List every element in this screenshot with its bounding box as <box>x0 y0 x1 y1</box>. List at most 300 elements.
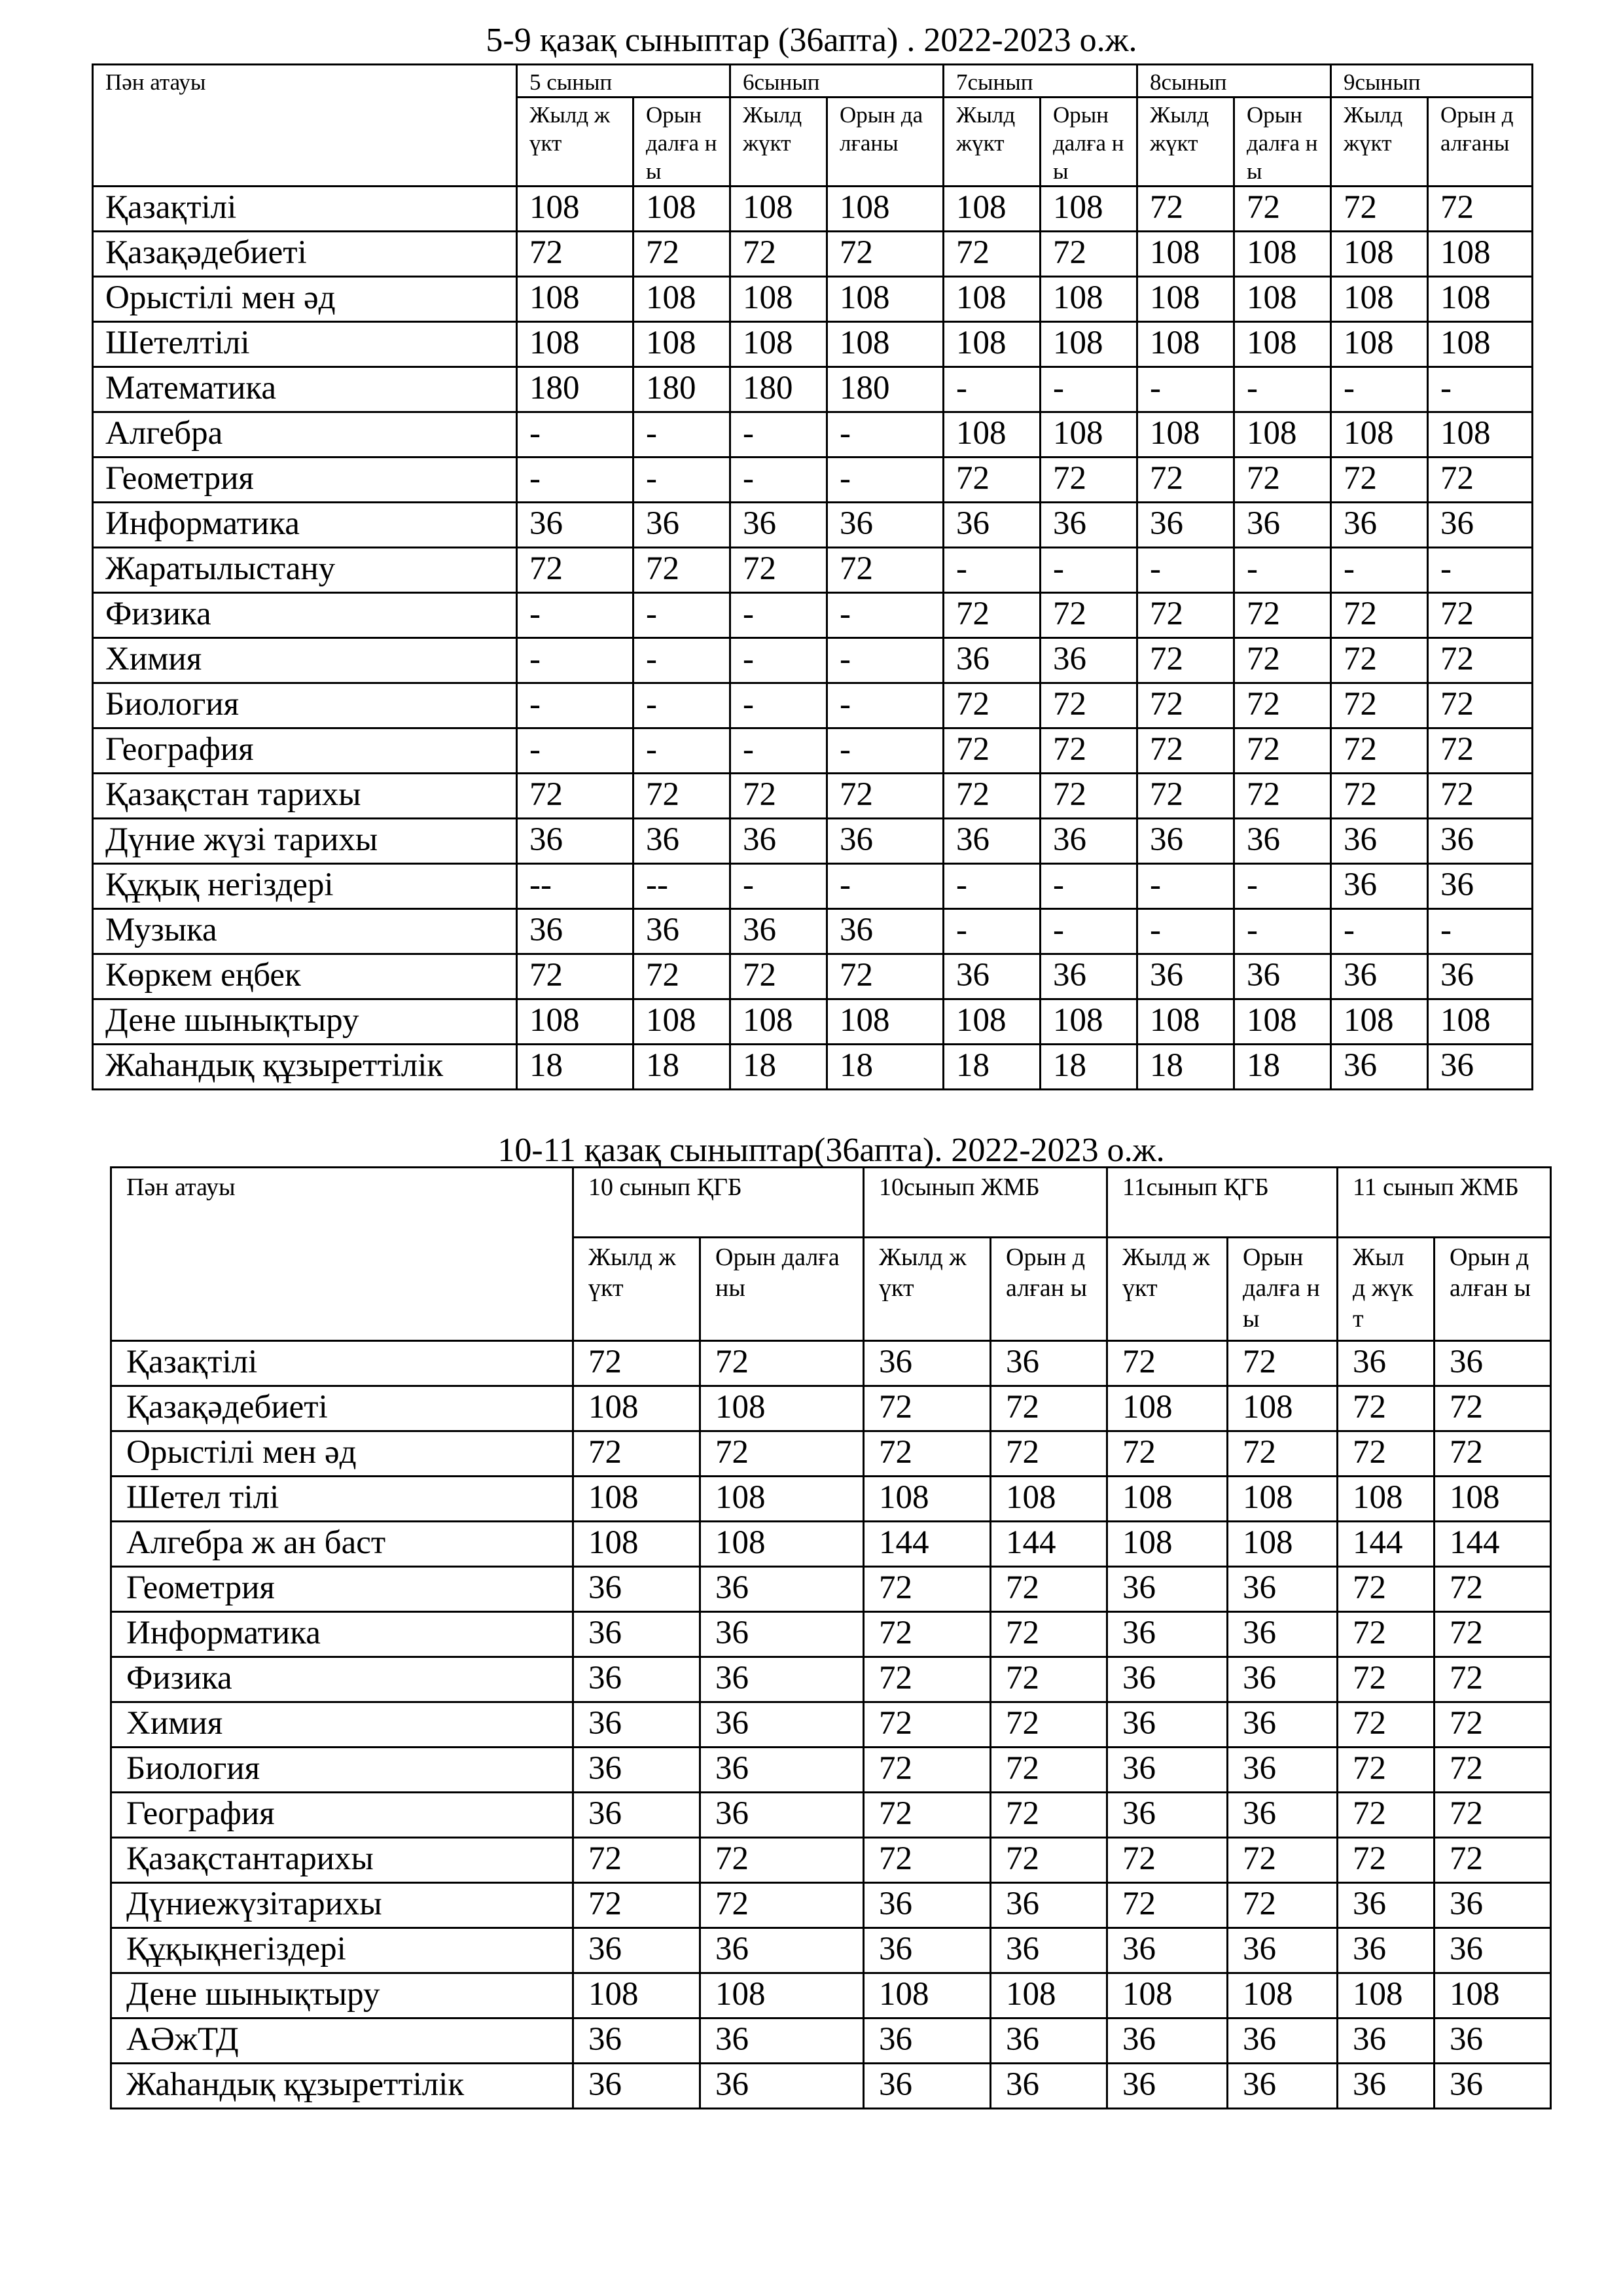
value-cell: 36 <box>1107 1567 1228 1612</box>
table1-group-header: 9сынып <box>1331 65 1533 98</box>
table-row <box>111 1477 1551 1522</box>
value-cell: 72 <box>1338 1386 1435 1431</box>
value-cell: 36 <box>1228 1928 1338 1973</box>
table-row <box>111 1838 1551 1883</box>
value-cell: 108 <box>1228 1973 1338 2018</box>
value-cell: 108 <box>1331 277 1428 322</box>
value-cell: 108 <box>1137 999 1234 1045</box>
value-cell: - <box>633 638 730 683</box>
value-cell: 36 <box>517 909 633 954</box>
subject-cell: Дүние жүзі тарихы <box>93 819 517 864</box>
value-cell: 108 <box>730 277 827 322</box>
value-cell: 108 <box>517 187 633 232</box>
value-cell: 108 <box>730 187 827 232</box>
table2-subheader: Жылд жүкт <box>1107 1238 1228 1341</box>
value-cell: - <box>517 457 633 503</box>
value-cell: 18 <box>517 1045 633 1090</box>
value-cell: 108 <box>1435 1477 1551 1522</box>
value-cell: - <box>730 864 827 909</box>
table-row <box>93 638 1533 683</box>
value-cell: 72 <box>1435 1748 1551 1793</box>
value-cell: 72 <box>1338 1748 1435 1793</box>
value-cell: 144 <box>991 1522 1107 1567</box>
value-cell: 72 <box>517 954 633 999</box>
value-cell: - <box>730 457 827 503</box>
value-cell: 36 <box>1331 954 1428 999</box>
value-cell: 108 <box>1107 1973 1228 2018</box>
value-cell: 72 <box>1428 187 1533 232</box>
value-cell: 108 <box>730 322 827 367</box>
value-cell: 36 <box>1435 2064 1551 2109</box>
value-cell: - <box>944 909 1041 954</box>
value-cell: 36 <box>1228 1612 1338 1657</box>
value-cell: 36 <box>1107 1702 1228 1748</box>
value-cell: - <box>1331 909 1428 954</box>
value-cell: 108 <box>1041 999 1137 1045</box>
table2-group-header: 10сынып ЖМБ <box>864 1168 1107 1238</box>
value-cell: - <box>633 728 730 774</box>
value-cell: 72 <box>730 954 827 999</box>
value-cell: 72 <box>1331 683 1428 728</box>
table-row <box>111 1928 1551 1973</box>
value-cell: 36 <box>573 1612 700 1657</box>
value-cell: 36 <box>827 819 944 864</box>
value-cell: 36 <box>517 819 633 864</box>
value-cell: 72 <box>864 1702 991 1748</box>
value-cell: 36 <box>1107 1612 1228 1657</box>
value-cell: 108 <box>827 999 944 1045</box>
value-cell: 72 <box>864 1793 991 1838</box>
table-row <box>93 1045 1533 1090</box>
subject-cell: Алгебра ж ан баст <box>111 1522 573 1567</box>
value-cell: 72 <box>1428 638 1533 683</box>
subject-cell: Математика <box>93 367 517 412</box>
value-cell: 36 <box>1435 2018 1551 2064</box>
value-cell: 72 <box>1228 1341 1338 1386</box>
value-cell: 108 <box>944 277 1041 322</box>
value-cell: 72 <box>700 1883 864 1928</box>
value-cell: 180 <box>517 367 633 412</box>
value-cell: 72 <box>573 1883 700 1928</box>
value-cell: 72 <box>864 1657 991 1702</box>
table1-title: 5-9 қазақ сыныптар (36апта) . 2022-2023 о.ж. <box>486 22 1137 59</box>
value-cell: 72 <box>1338 1702 1435 1748</box>
value-cell: 72 <box>991 1567 1107 1612</box>
table2-subheader: Жыл д жүкт <box>1338 1238 1435 1341</box>
value-cell: 108 <box>1338 1477 1435 1522</box>
value-cell: - <box>517 412 633 457</box>
value-cell: - <box>517 728 633 774</box>
value-cell: - <box>1041 909 1137 954</box>
value-cell: 36 <box>517 503 633 548</box>
value-cell: 36 <box>633 503 730 548</box>
value-cell: 144 <box>864 1522 991 1567</box>
value-cell: - <box>827 457 944 503</box>
value-cell: - <box>944 548 1041 593</box>
value-cell: 108 <box>864 1477 991 1522</box>
value-cell: - <box>517 593 633 638</box>
value-cell: 36 <box>1234 503 1331 548</box>
value-cell: 108 <box>1338 1973 1435 2018</box>
subject-cell: Орыстілі мен әд <box>111 1431 573 1477</box>
table1-group-header: 6сынып <box>730 65 944 98</box>
value-cell: 36 <box>573 1657 700 1702</box>
value-cell: 72 <box>1331 638 1428 683</box>
table-row <box>111 2064 1551 2109</box>
value-cell: 72 <box>1435 1431 1551 1477</box>
table-row <box>111 1973 1551 2018</box>
value-cell: 108 <box>1228 1386 1338 1431</box>
value-cell: 36 <box>1338 1341 1435 1386</box>
table-row <box>111 1657 1551 1702</box>
table-row <box>93 728 1533 774</box>
value-cell: - <box>944 367 1041 412</box>
table-row <box>111 1431 1551 1477</box>
value-cell: 72 <box>1234 593 1331 638</box>
value-cell: 36 <box>991 1883 1107 1928</box>
value-cell: 108 <box>633 187 730 232</box>
table-row <box>93 503 1533 548</box>
value-cell: 36 <box>1331 1045 1428 1090</box>
value-cell: 108 <box>944 412 1041 457</box>
table1-subheader: Жылд жүкт <box>1331 98 1428 187</box>
value-cell: 72 <box>1137 593 1234 638</box>
value-cell: 72 <box>944 774 1041 819</box>
subject-cell: АӘжТД <box>111 2018 573 2064</box>
table1 <box>92 63 1533 1090</box>
subject-cell: Дене шынықтыру <box>111 1973 573 2018</box>
value-cell: 36 <box>864 2018 991 2064</box>
value-cell: 72 <box>944 457 1041 503</box>
table-row <box>111 1883 1551 1928</box>
value-cell: 108 <box>1234 412 1331 457</box>
value-cell: 108 <box>1428 322 1533 367</box>
value-cell: 72 <box>1228 1431 1338 1477</box>
value-cell: 72 <box>1338 1657 1435 1702</box>
value-cell: 72 <box>944 593 1041 638</box>
table-row <box>93 909 1533 954</box>
value-cell: 36 <box>1137 503 1234 548</box>
value-cell: 108 <box>573 1973 700 2018</box>
table-row <box>93 864 1533 909</box>
subject-cell: Биология <box>111 1748 573 1793</box>
value-cell: 36 <box>1107 2064 1228 2109</box>
value-cell: 36 <box>573 1567 700 1612</box>
value-cell: 36 <box>700 1793 864 1838</box>
value-cell: 36 <box>633 819 730 864</box>
value-cell: 72 <box>1435 1793 1551 1838</box>
subject-cell: География <box>93 728 517 774</box>
value-cell: 72 <box>1428 683 1533 728</box>
subject-cell: Шетелтілі <box>93 322 517 367</box>
value-cell: - <box>1331 548 1428 593</box>
value-cell: 72 <box>864 1431 991 1477</box>
subject-cell: Дене шынықтыру <box>93 999 517 1045</box>
value-cell: 72 <box>730 548 827 593</box>
value-cell: 72 <box>1137 638 1234 683</box>
value-cell: 36 <box>1428 1045 1533 1090</box>
value-cell: 36 <box>573 1702 700 1748</box>
value-cell: 72 <box>633 232 730 277</box>
value-cell: 72 <box>991 1838 1107 1883</box>
value-cell: 108 <box>864 1973 991 2018</box>
value-cell: 72 <box>1234 774 1331 819</box>
value-cell: 36 <box>864 1883 991 1928</box>
subject-cell: Құқық негіздері <box>93 864 517 909</box>
value-cell: 36 <box>864 2064 991 2109</box>
value-cell: 108 <box>1331 322 1428 367</box>
value-cell: 108 <box>517 999 633 1045</box>
value-cell: 72 <box>1428 774 1533 819</box>
subject-cell: Жаһандық құзыреттілік <box>111 2064 573 2109</box>
value-cell: 36 <box>1338 2064 1435 2109</box>
table1-corner-header: Пән атауы <box>93 65 517 187</box>
value-cell: - <box>1137 909 1234 954</box>
value-cell: 36 <box>730 909 827 954</box>
value-cell: 36 <box>827 503 944 548</box>
value-cell: 18 <box>1234 1045 1331 1090</box>
value-cell: 108 <box>1107 1386 1228 1431</box>
table1-subheader: Орын далға ны <box>633 98 730 187</box>
table-row <box>111 1341 1551 1386</box>
table1-subheader: Жылд жүкт <box>730 98 827 187</box>
table1-subheader: Жылд жүкт <box>517 98 633 187</box>
value-cell: 72 <box>1428 593 1533 638</box>
value-cell: 72 <box>1331 774 1428 819</box>
value-cell: 36 <box>1428 864 1533 909</box>
value-cell: 108 <box>1435 1973 1551 2018</box>
value-cell: 36 <box>573 2018 700 2064</box>
value-cell: 108 <box>1428 232 1533 277</box>
value-cell: 36 <box>991 2064 1107 2109</box>
value-cell: 108 <box>827 187 944 232</box>
value-cell: 108 <box>700 1522 864 1567</box>
value-cell: 36 <box>1228 2064 1338 2109</box>
subject-cell: Алгебра <box>93 412 517 457</box>
value-cell: - <box>1234 367 1331 412</box>
value-cell: 108 <box>1428 277 1533 322</box>
value-cell: 72 <box>1107 1341 1228 1386</box>
value-cell: 36 <box>573 1793 700 1838</box>
value-cell: 36 <box>1137 954 1234 999</box>
table-row <box>111 1386 1551 1431</box>
table1-subheader: Жылд жүкт <box>1137 98 1234 187</box>
value-cell: 36 <box>700 1612 864 1657</box>
subject-cell: Геометрия <box>93 457 517 503</box>
subject-cell: Химия <box>111 1702 573 1748</box>
value-cell: 72 <box>991 1793 1107 1838</box>
value-cell: 72 <box>1228 1883 1338 1928</box>
value-cell: 72 <box>991 1702 1107 1748</box>
value-cell: - <box>517 683 633 728</box>
value-cell: 36 <box>944 954 1041 999</box>
value-cell: 36 <box>1234 819 1331 864</box>
value-cell: 72 <box>1338 1612 1435 1657</box>
value-cell: 72 <box>827 232 944 277</box>
value-cell: 108 <box>944 322 1041 367</box>
table-row <box>93 412 1533 457</box>
value-cell: 108 <box>1107 1522 1228 1567</box>
subject-cell: Жаһандық құзыреттілік <box>93 1045 517 1090</box>
value-cell: - <box>827 593 944 638</box>
value-cell: 36 <box>1228 1702 1338 1748</box>
value-cell: 36 <box>864 1341 991 1386</box>
value-cell: 36 <box>1228 1657 1338 1702</box>
table2-title: 10-11 қазақ сыныптар(36апта). 2022-2023 о.ж. <box>497 1132 1165 1169</box>
table-row <box>93 367 1533 412</box>
value-cell: 72 <box>1435 1386 1551 1431</box>
value-cell: 72 <box>864 1838 991 1883</box>
value-cell: - <box>827 683 944 728</box>
table-row <box>111 2018 1551 2064</box>
value-cell: 36 <box>1041 954 1137 999</box>
value-cell: 72 <box>633 548 730 593</box>
value-cell: 36 <box>1107 1748 1228 1793</box>
value-cell: 108 <box>827 322 944 367</box>
value-cell: - <box>1234 864 1331 909</box>
value-cell: 36 <box>1435 1883 1551 1928</box>
value-cell: 72 <box>944 232 1041 277</box>
table-row <box>93 457 1533 503</box>
value-cell: - <box>944 864 1041 909</box>
value-cell: 108 <box>1041 412 1137 457</box>
value-cell: 72 <box>633 774 730 819</box>
value-cell: 108 <box>1041 277 1137 322</box>
value-cell: 144 <box>1338 1522 1435 1567</box>
value-cell: - <box>730 728 827 774</box>
value-cell: 144 <box>1435 1522 1551 1567</box>
value-cell: 108 <box>730 999 827 1045</box>
value-cell: 72 <box>991 1657 1107 1702</box>
value-cell: 108 <box>1137 322 1234 367</box>
value-cell: 36 <box>573 1748 700 1793</box>
value-cell: 72 <box>1435 1838 1551 1883</box>
value-cell: 108 <box>700 1477 864 1522</box>
value-cell: 72 <box>1435 1702 1551 1748</box>
value-cell: 72 <box>517 548 633 593</box>
value-cell: 108 <box>517 322 633 367</box>
value-cell: 36 <box>1331 864 1428 909</box>
value-cell: 72 <box>827 548 944 593</box>
value-cell: 36 <box>944 503 1041 548</box>
value-cell: 18 <box>1041 1045 1137 1090</box>
table2-group-header: 10 сынып ҚГБ <box>573 1168 864 1238</box>
value-cell: 72 <box>864 1748 991 1793</box>
value-cell: 36 <box>700 2064 864 2109</box>
value-cell: 72 <box>1041 457 1137 503</box>
value-cell: - <box>1137 367 1234 412</box>
value-cell: 72 <box>633 954 730 999</box>
table1-subheader: Орын далға ны <box>1041 98 1137 187</box>
value-cell: 72 <box>1041 774 1137 819</box>
table1-group-header: 5 сынып <box>517 65 730 98</box>
value-cell: 72 <box>944 728 1041 774</box>
table1-body <box>93 187 1533 1090</box>
table2-subheader: Орын далға ны <box>1228 1238 1338 1341</box>
value-cell: 72 <box>1234 187 1331 232</box>
table2-body <box>111 1341 1551 2109</box>
value-cell: 72 <box>991 1431 1107 1477</box>
value-cell: 72 <box>1107 1431 1228 1477</box>
value-cell: - <box>633 593 730 638</box>
value-cell: 36 <box>1331 819 1428 864</box>
value-cell: 36 <box>700 1702 864 1748</box>
subject-cell: Көркем еңбек <box>93 954 517 999</box>
value-cell: 108 <box>1107 1477 1228 1522</box>
value-cell: 36 <box>1228 1567 1338 1612</box>
value-cell: 18 <box>730 1045 827 1090</box>
value-cell: 36 <box>1107 1793 1228 1838</box>
value-cell: 72 <box>1041 728 1137 774</box>
value-cell: 36 <box>700 1567 864 1612</box>
value-cell: 108 <box>1234 322 1331 367</box>
value-cell: 72 <box>730 774 827 819</box>
value-cell: 180 <box>730 367 827 412</box>
value-cell: 36 <box>730 819 827 864</box>
value-cell: 108 <box>827 277 944 322</box>
value-cell: 36 <box>1435 1341 1551 1386</box>
value-cell: 108 <box>1228 1522 1338 1567</box>
value-cell: 108 <box>1234 999 1331 1045</box>
subject-cell: Қазақстан тарихы <box>93 774 517 819</box>
table1-subheader: Орын далға ны <box>1234 98 1331 187</box>
value-cell: - <box>1234 909 1331 954</box>
table2-subheader: Орын далған ы <box>1435 1238 1551 1341</box>
value-cell: 108 <box>700 1386 864 1431</box>
value-cell: 108 <box>1331 232 1428 277</box>
table1-group-header: 8сынып <box>1137 65 1331 98</box>
value-cell: - <box>1428 548 1533 593</box>
table-row <box>111 1793 1551 1838</box>
value-cell: 72 <box>1338 1838 1435 1883</box>
table-row <box>93 277 1533 322</box>
value-cell: 36 <box>1338 1928 1435 1973</box>
table-row <box>93 232 1533 277</box>
value-cell: - <box>1428 909 1533 954</box>
value-cell: 108 <box>1041 187 1137 232</box>
value-cell: 36 <box>827 909 944 954</box>
value-cell: 72 <box>730 232 827 277</box>
value-cell: -- <box>517 864 633 909</box>
table2-subheader: Орын далған ы <box>991 1238 1107 1341</box>
value-cell: 72 <box>1107 1838 1228 1883</box>
table-row <box>93 819 1533 864</box>
value-cell: 72 <box>573 1431 700 1477</box>
value-cell: - <box>730 412 827 457</box>
value-cell: 36 <box>1428 503 1533 548</box>
value-cell: - <box>633 412 730 457</box>
value-cell: 36 <box>1234 954 1331 999</box>
subject-cell: География <box>111 1793 573 1838</box>
value-cell: 72 <box>700 1838 864 1883</box>
value-cell: 72 <box>1234 728 1331 774</box>
value-cell: 36 <box>700 1928 864 1973</box>
value-cell: 108 <box>573 1477 700 1522</box>
value-cell: 72 <box>1435 1657 1551 1702</box>
value-cell: 36 <box>1428 819 1533 864</box>
value-cell: - <box>517 638 633 683</box>
table2 <box>110 1166 1552 2109</box>
value-cell: 72 <box>1331 457 1428 503</box>
table1-subheader: Жылд жүкт <box>944 98 1041 187</box>
table1-subheader: Орын далғаны <box>1428 98 1533 187</box>
value-cell: 18 <box>944 1045 1041 1090</box>
value-cell: - <box>827 864 944 909</box>
value-cell: 108 <box>633 999 730 1045</box>
value-cell: 72 <box>1041 232 1137 277</box>
table2-group-header: 11 сынып ЖМБ <box>1338 1168 1551 1238</box>
subject-cell: Физика <box>93 593 517 638</box>
